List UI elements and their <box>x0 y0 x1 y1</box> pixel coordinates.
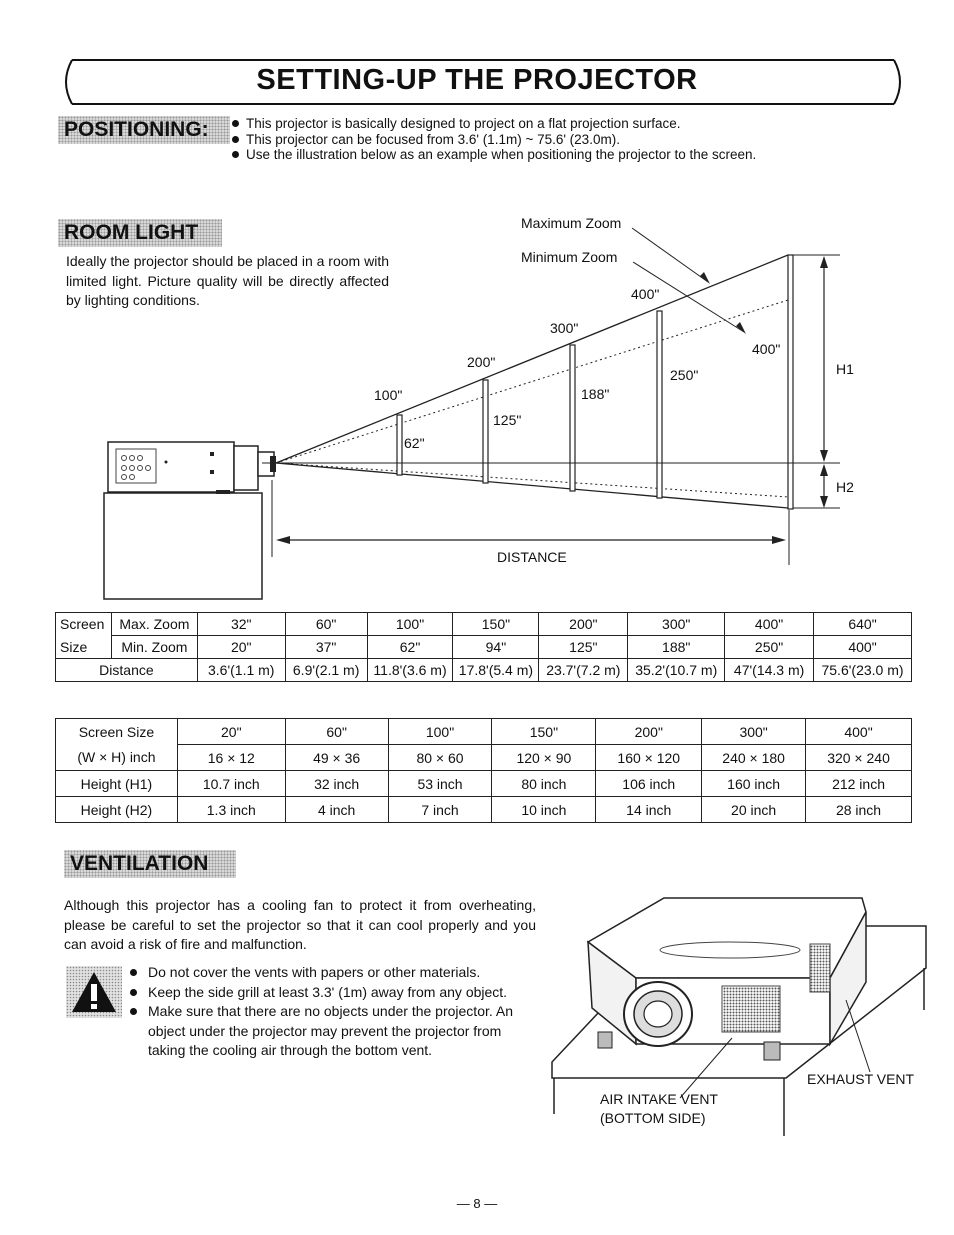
h2-row-label: Height (H2) <box>56 797 178 823</box>
ventilation-bullet: Keep the side grill at least 3.3' (1m) away from any object. <box>128 983 536 1003</box>
table-cell: 100" <box>367 613 453 636</box>
table-cell: 200" <box>539 613 628 636</box>
screen-300 <box>570 345 575 491</box>
table-cell: 17.8'(5.4 m) <box>453 659 539 682</box>
table-cell: 7 inch <box>388 797 492 823</box>
table-cell: 80 × 60 <box>388 745 492 771</box>
size-label-125: 125" <box>493 412 522 428</box>
screen-label: Screen <box>56 613 112 636</box>
table-cell: 37" <box>285 636 367 659</box>
screen-size-table <box>55 718 912 823</box>
size-label-400: 400" <box>631 286 660 302</box>
table-cell: 6.9'(2.1 m) <box>285 659 367 682</box>
room-light-text: Ideally the projector should be placed in a room with limited light. Picture quality will be directly affected by lighting conditions. <box>66 253 389 308</box>
positioning-bullet: This projector can be focused from 3.6' (1.1m) ~ 75.6' (23.0m). <box>230 132 870 148</box>
min-zoom-row-label: Min. Zoom <box>111 636 197 659</box>
table-row <box>56 613 912 636</box>
wh-label: (W × H) inch <box>56 745 178 771</box>
ventilation-bullet: Do not cover the vents with papers or other materials. <box>128 963 536 983</box>
table-cell: 11.8'(3.6 m) <box>367 659 453 682</box>
size-label-188: 188" <box>581 386 610 402</box>
table-cell: 400" <box>725 613 814 636</box>
positioning-bullet: Use the illustration below as an example when positioning the projector to the screen. <box>230 147 870 163</box>
table-cell: 300" <box>702 719 806 745</box>
min-zoom-label: Minimum Zoom <box>521 249 618 265</box>
size-label-300: 300" <box>550 320 579 336</box>
table-cell: 240 × 180 <box>702 745 806 771</box>
table-cell: 32" <box>197 613 285 636</box>
table-cell: 32 inch <box>285 771 388 797</box>
ventilation-bullet: Make sure that there are no objects under the projector. An object under the projector may prevent the projector from taking the cooling air through the bottom vent. <box>128 1002 536 1061</box>
table-cell: 60" <box>285 719 388 745</box>
projector-body <box>588 898 866 1060</box>
exhaust-vent-label: EXHAUST VENT <box>807 1071 915 1087</box>
screen-size-label: Screen Size <box>56 719 178 745</box>
table-row <box>56 636 912 659</box>
size-label-250: 250" <box>670 367 699 383</box>
table-cell: 94" <box>453 636 539 659</box>
table-cell: 20" <box>177 719 285 745</box>
table-cell: 106 inch <box>596 771 702 797</box>
screen-200 <box>483 380 488 483</box>
size-label-62: 62" <box>404 435 425 451</box>
table-stand <box>104 493 262 599</box>
table-cell: 100" <box>388 719 492 745</box>
projection-diagram <box>0 0 954 610</box>
table-row <box>56 659 912 682</box>
table-row <box>56 745 912 771</box>
table-cell: 200" <box>596 719 702 745</box>
table-cell: 20 inch <box>702 797 806 823</box>
table-cell: 150" <box>492 719 596 745</box>
table-cell: 150" <box>453 613 539 636</box>
projector-side-icon <box>108 442 276 494</box>
ventilation-heading: VENTILATION <box>64 850 236 878</box>
room-light-heading: ROOM LIGHT <box>58 219 222 247</box>
ventilation-warning-list <box>128 963 536 1061</box>
h2-label: H2 <box>836 479 854 495</box>
screen-400 <box>657 311 662 498</box>
table-cell: 125" <box>539 636 628 659</box>
table-cell: 300" <box>628 613 725 636</box>
bottom-side-label: (BOTTOM SIDE) <box>600 1110 706 1126</box>
table-cell: 10 inch <box>492 797 596 823</box>
max-zoom-row-label: Max. Zoom <box>111 613 197 636</box>
h1-row-label: Height (H1) <box>56 771 178 797</box>
projector-illustration <box>540 882 940 1144</box>
table-cell: 53 inch <box>388 771 492 797</box>
table-cell: 49 × 36 <box>285 745 388 771</box>
distance-label: DISTANCE <box>497 549 567 565</box>
table-cell: 160 inch <box>702 771 806 797</box>
table-cell: 80 inch <box>492 771 596 797</box>
table-cell: 400" <box>806 719 912 745</box>
table-cell: 62" <box>367 636 453 659</box>
warning-icon <box>66 966 122 1018</box>
distance-row-label: Distance <box>56 659 198 682</box>
table-cell: 20" <box>197 636 285 659</box>
table-cell: 1.3 inch <box>177 797 285 823</box>
table-cell: 320 × 240 <box>806 745 912 771</box>
table-cell: 47'(14.3 m) <box>725 659 814 682</box>
table-cell: 4 inch <box>285 797 388 823</box>
table-cell: 60" <box>285 613 367 636</box>
size-label-100: 100" <box>374 387 403 403</box>
table-cell: 3.6'(1.1 m) <box>197 659 285 682</box>
table-cell: 400" <box>814 636 912 659</box>
positioning-bullet: This projector is basically designed to project on a flat projection surface. <box>230 116 870 132</box>
distance-table <box>55 612 912 682</box>
table-cell: 23.7'(7.2 m) <box>539 659 628 682</box>
table-cell: 160 × 120 <box>596 745 702 771</box>
table-row <box>56 719 912 745</box>
ventilation-text: Although this projector has a cooling fan to protect it from overheating, please be careful to set the projector so that it can cool properly and you can avoid a risk of fire and malfunction. <box>64 897 536 952</box>
table-cell: 35.2'(10.7 m) <box>628 659 725 682</box>
table-cell: 75.6'(23.0 m) <box>814 659 912 682</box>
size-label-200: 200" <box>467 354 496 370</box>
table-cell: 640" <box>814 613 912 636</box>
screen-100 <box>397 415 402 475</box>
max-zoom-label: Maximum Zoom <box>521 215 622 231</box>
page-number: — 8 — <box>456 1196 498 1211</box>
table-cell: 188" <box>628 636 725 659</box>
positioning-heading: POSITIONING: <box>58 116 230 144</box>
h1-label: H1 <box>836 361 854 377</box>
size-label: Size <box>56 636 112 659</box>
table-cell: 120 × 90 <box>492 745 596 771</box>
table-row <box>56 771 912 797</box>
table-cell: 14 inch <box>596 797 702 823</box>
air-intake-label: AIR INTAKE VENT <box>600 1091 718 1107</box>
table-cell: 16 × 12 <box>177 745 285 771</box>
screen-max <box>788 255 793 509</box>
size-label-400-right: 400" <box>752 341 781 357</box>
table-row <box>56 797 912 823</box>
table-cell: 10.7 inch <box>177 771 285 797</box>
page-title: SETTING-UP THE PROJECTOR <box>256 64 698 96</box>
table-cell: 212 inch <box>806 771 912 797</box>
table-cell: 250" <box>725 636 814 659</box>
table-cell: 28 inch <box>806 797 912 823</box>
